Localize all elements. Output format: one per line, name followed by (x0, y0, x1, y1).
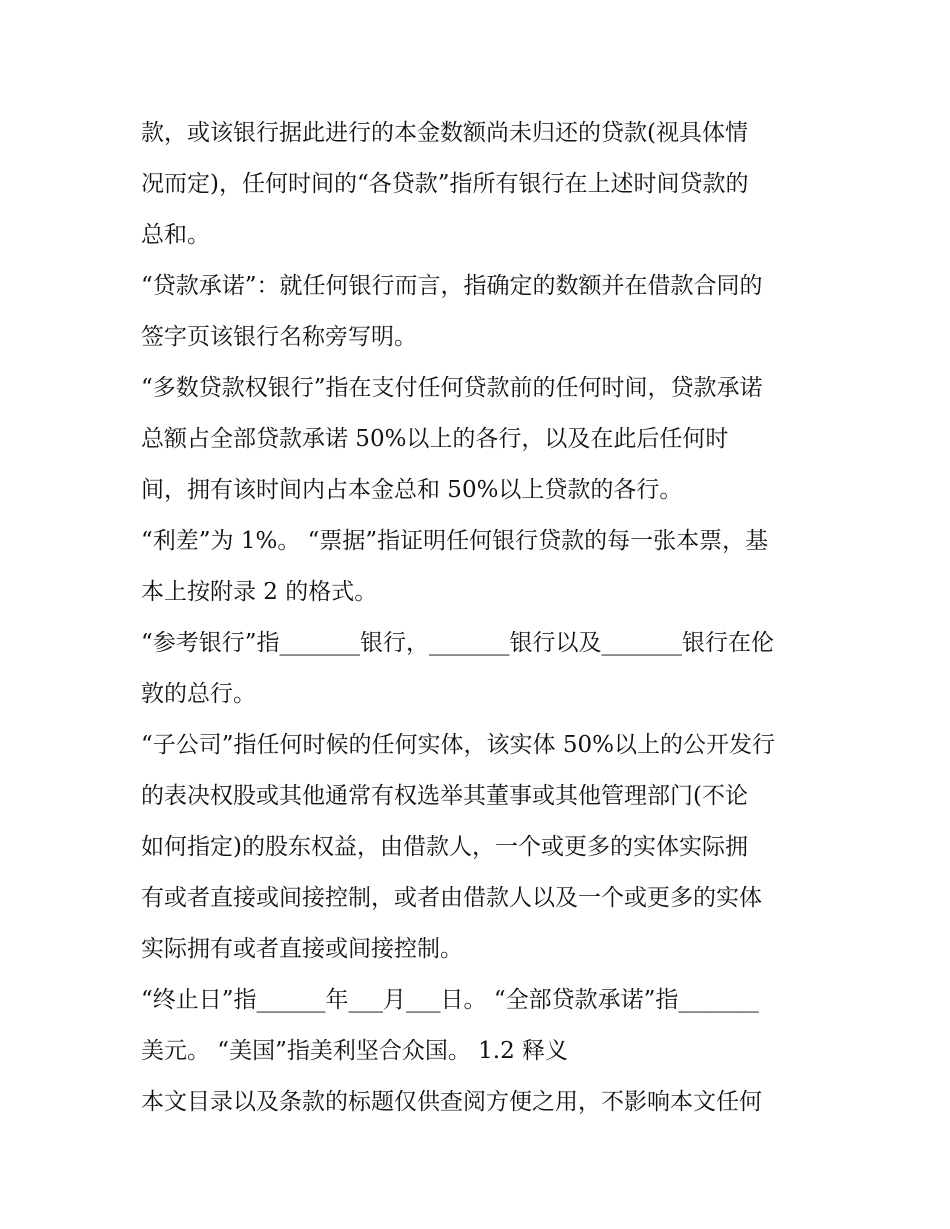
document-body (141, 108, 821, 1128)
text-line: 敦的总行。 (141, 681, 256, 707)
text-line: 总额占全部贷款承诺 50%以上的各行，以及在此后任何时 (141, 426, 729, 452)
text-line: 本文目录以及条款的标题仅供查阅方便之用，不影响本文任何 (141, 1089, 762, 1115)
text-line: 间，拥有该时间内占本金总和 50%以上贷款的各行。 (141, 477, 683, 503)
text-line: 总和。 (141, 222, 210, 248)
text-line: 有或者直接或间接控制，或者由借款人以及一个或更多的实体 (141, 885, 762, 911)
text-line: “利差”为 1%。 “票据”指证明任何银行贷款的每一张本票，基 (141, 528, 769, 554)
text-line: “多数贷款权银行”指在支付任何贷款前的任何时间，贷款承诺 (141, 375, 763, 401)
text-line: 况而定)，任何时间的“各贷款”指所有银行在上述时间贷款的 (141, 171, 749, 197)
text-line: 本上按附录 2 的格式。 (141, 579, 378, 605)
text-line: 签字页该银行名称旁写明。 (141, 324, 417, 350)
text-line: 美元。 “美国”指美利坚合众国。 1.2 释义 (141, 1038, 569, 1064)
text-line: “贷款承诺”：就任何银行而言，指确定的数额并在借款合同的 (141, 273, 763, 299)
text-line: “终止日”指______年___月___日。 “全部贷款承诺”指_______ (141, 987, 759, 1013)
text-line: 实际拥有或者直接或间接控制。 (141, 936, 463, 962)
text-line: 的表决权股或其他通常有权选举其董事或其他管理部门(不论 (141, 783, 748, 809)
text-line: “参考银行”指_______银行，_______银行以及_______银行在伦 (141, 630, 775, 656)
text-line: 款，或该银行据此进行的本金数额尚未归还的贷款(视具体情 (141, 120, 748, 146)
text-line: “子公司”指任何时候的任何实体，该实体 50%以上的公开发行 (141, 732, 775, 758)
text-line: 如何指定)的股东权益，由借款人，一个或更多的实体实际拥 (141, 834, 748, 860)
